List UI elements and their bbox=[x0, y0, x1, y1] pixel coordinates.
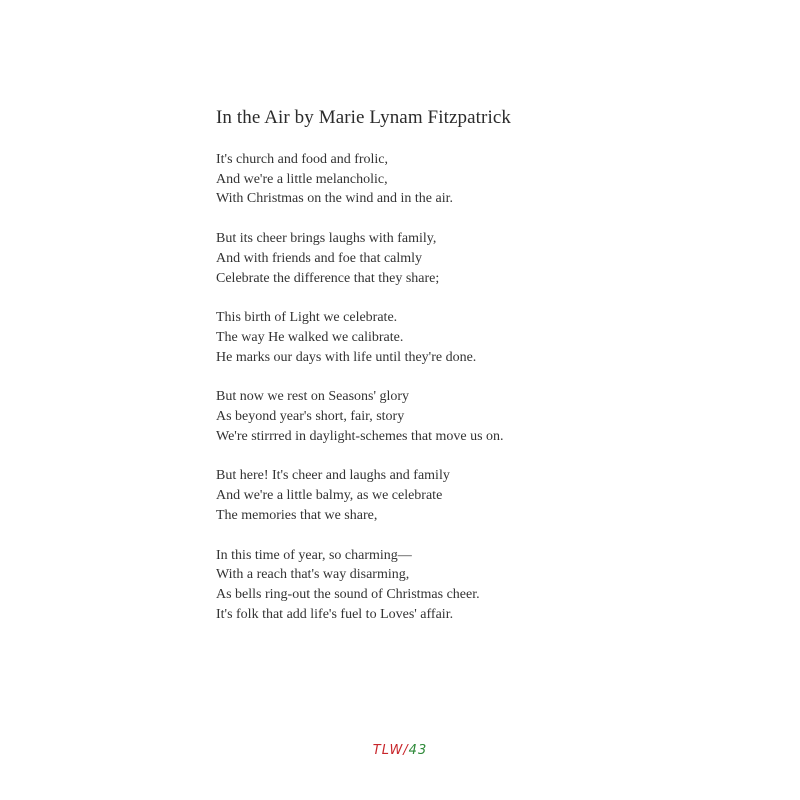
poem-line: As beyond year's short, fair, story bbox=[216, 409, 405, 425]
poem-line: In this time of year, so charming— bbox=[216, 547, 412, 563]
poem-line: The memories that we share, bbox=[216, 507, 378, 523]
stanza-1 bbox=[216, 150, 776, 209]
stanza-5 bbox=[216, 466, 776, 525]
poem-line: Celebrate the difference that they share; bbox=[216, 270, 440, 286]
stanza-2 bbox=[216, 229, 776, 288]
stanza-4 bbox=[216, 387, 776, 446]
poem-title: In the Air by Marie Lynam Fitzpatrick bbox=[216, 107, 511, 128]
poem-line: And we're a little melancholic, bbox=[216, 171, 388, 187]
stanza-6 bbox=[216, 546, 776, 625]
poem-line: With a reach that's way disarming, bbox=[216, 567, 410, 583]
page-mark-initials: TLW/ bbox=[372, 743, 409, 758]
poem-line: With Christmas on the wind and in the air. bbox=[216, 191, 454, 207]
poem-line: It's church and food and frolic, bbox=[216, 152, 389, 167]
poem-line: But here! It's cheer and laughs and family bbox=[216, 468, 450, 484]
poem-line: And we're a little balmy, as we celebrate bbox=[216, 488, 443, 504]
poem-line: He marks our days with life until they're done. bbox=[216, 349, 477, 365]
poem-page bbox=[216, 104, 776, 644]
poem-line: It's folk that add life's fuel to Loves' affair. bbox=[216, 606, 454, 622]
poem-line: And with friends and foe that calmly bbox=[216, 250, 423, 266]
poem-line: We're stirrred in daylight-schemes that move us on. bbox=[216, 428, 504, 444]
poem-line: As bells ring-out the sound of Christmas cheer. bbox=[216, 586, 480, 602]
stanza-3 bbox=[216, 308, 776, 367]
page-mark-number: 43 bbox=[408, 743, 428, 758]
page-mark bbox=[0, 743, 800, 758]
poem-line: But now we rest on Seasons' glory bbox=[216, 389, 410, 405]
poem-line: The way He walked we calibrate. bbox=[216, 329, 404, 345]
poem-line: But its cheer brings laughs with family, bbox=[216, 231, 437, 247]
poem-line: This birth of Light we celebrate. bbox=[216, 310, 398, 326]
